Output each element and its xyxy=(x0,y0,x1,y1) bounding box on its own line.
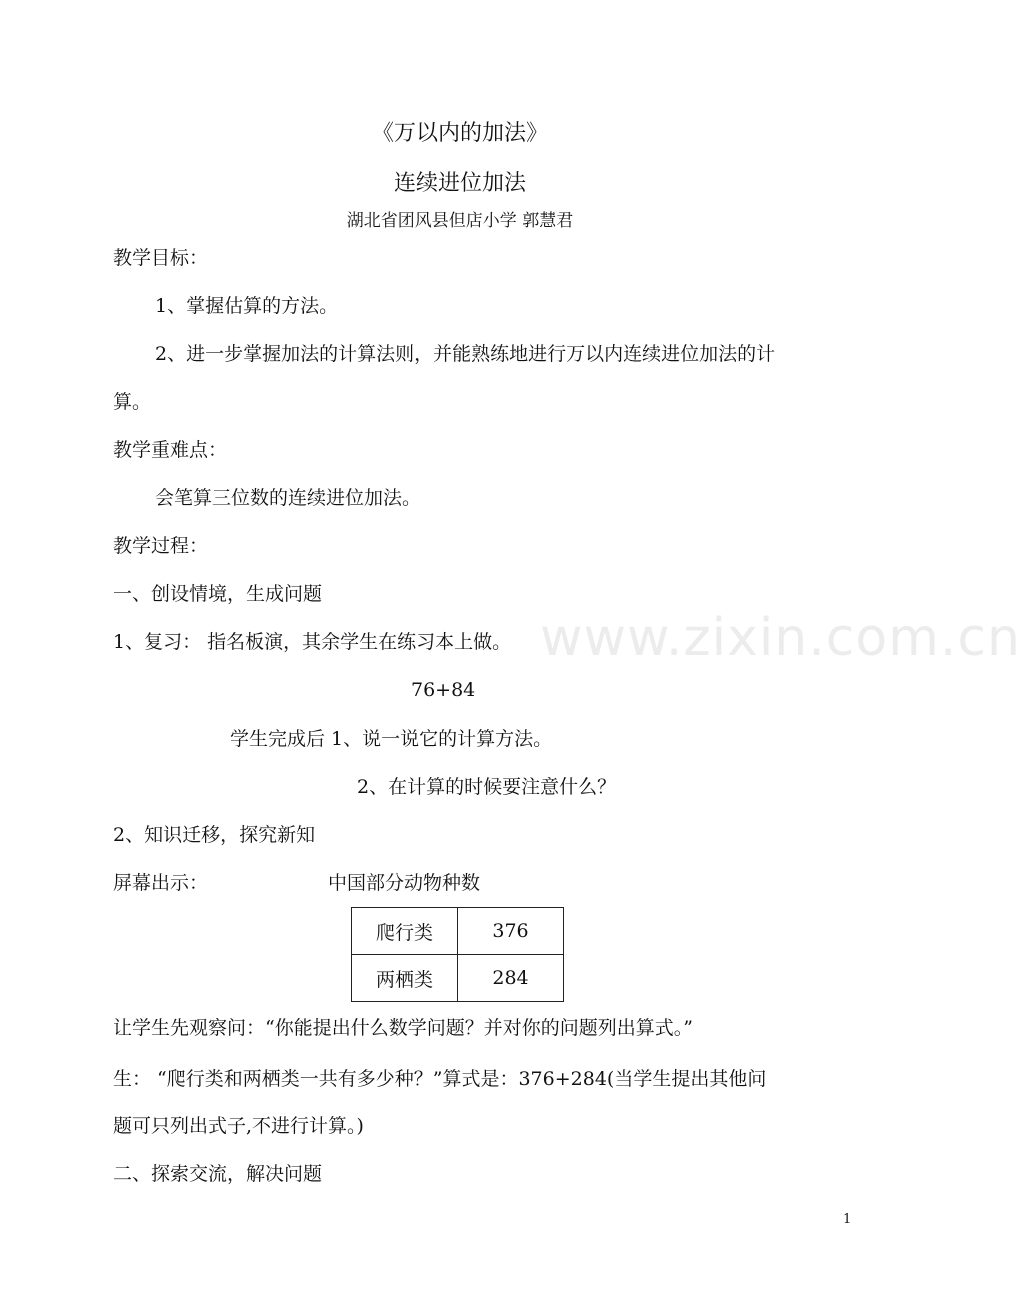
document-subtitle: 连续进位加法 xyxy=(393,171,526,196)
watermark: www.zixin.com.cn xyxy=(540,608,1021,668)
table-row xyxy=(352,955,564,1002)
table-cell-label: 两栖类 xyxy=(352,955,458,1002)
table-cell-value: 376 xyxy=(458,908,564,955)
species-table xyxy=(351,907,564,1002)
student-line2: 题可只列出式子,不进行计算。) xyxy=(113,1115,364,1137)
goals-heading: 教学目标： xyxy=(113,247,209,269)
author-line: 湖北省团风县但店小学 郭慧君 xyxy=(346,211,574,231)
goal-2-line1: 2、进一步掌握加法的计算法则，并能熟练地进行万以内连续进位加法的计 xyxy=(155,343,776,365)
observe-line: 让学生先观察问：“你能提出什么数学问题？并对你的问题列出算式。” xyxy=(113,1017,693,1039)
key-heading: 教学重难点： xyxy=(113,439,228,461)
table-cell-label: 爬行类 xyxy=(352,908,458,955)
after-instruction-2: 2、在计算的时候要注意什么？ xyxy=(357,776,617,798)
after-instruction-1: 学生完成后 1、说一说它的计算方法。 xyxy=(230,728,553,750)
table-cell-value: 284 xyxy=(458,955,564,1002)
page-number: 1 xyxy=(843,1212,852,1227)
expression: 76+84 xyxy=(411,679,476,701)
section-2-heading: 二、探索交流，解决问题 xyxy=(113,1163,323,1185)
review-line: 1、复习： 指名板演，其余学生在练习本上做。 xyxy=(113,631,512,653)
student-line1: 生： “爬行类和两栖类一共有多少种？”算式是：376+284(当学生提出其他问 xyxy=(113,1068,767,1090)
goal-1: 1、掌握估算的方法。 xyxy=(155,295,339,317)
section-1-heading: 一、创设情境，生成问题 xyxy=(113,583,323,605)
table-caption: 中国部分动物种数 xyxy=(328,872,481,894)
document-title: 《万以内的加法》 xyxy=(371,121,548,146)
screen-label: 屏幕出示： xyxy=(113,872,209,894)
key-text: 会笔算三位数的连续进位加法。 xyxy=(155,487,422,509)
table-row xyxy=(352,908,564,955)
process-heading: 教学过程： xyxy=(113,535,209,557)
goal-2-line2: 算。 xyxy=(113,391,152,413)
transfer-heading: 2、知识迁移，探究新知 xyxy=(113,824,316,846)
